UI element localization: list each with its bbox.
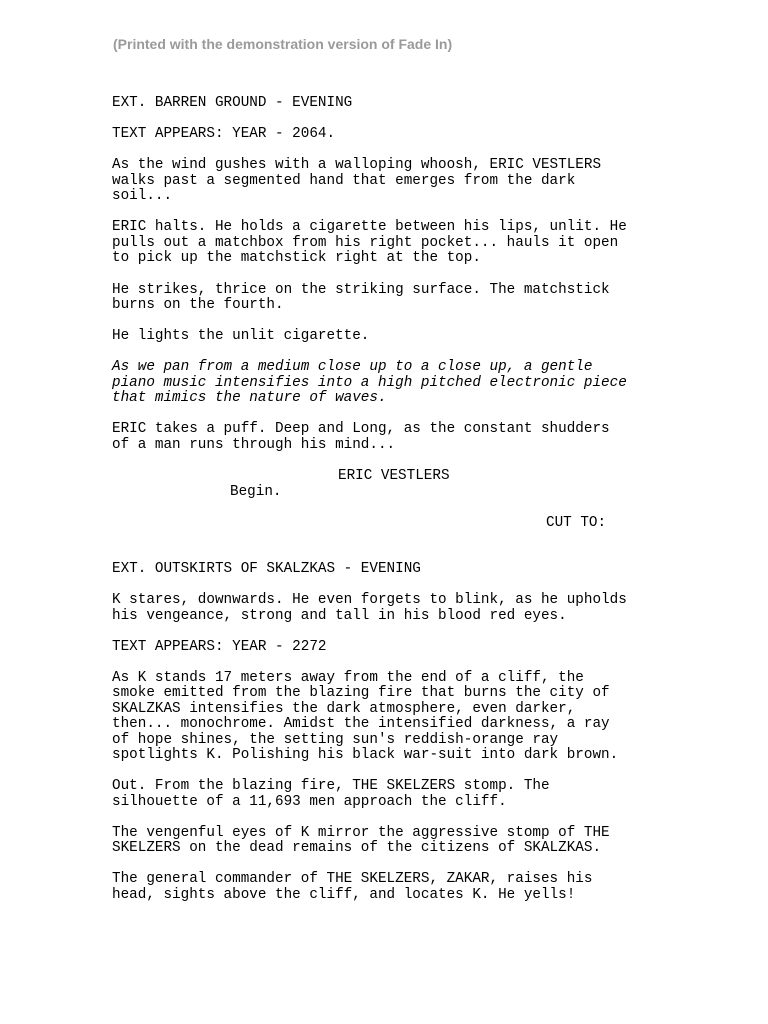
action-line: pulls out a matchbox from his right pocket... hauls it open xyxy=(112,235,619,251)
action-line: head, sights above the cliff, and locates K. He yells! xyxy=(112,887,576,903)
action-line: then... monochrome. Amidst the intensified darkness, a ray xyxy=(112,716,610,732)
title-card-text: TEXT APPEARS: YEAR - 2064. xyxy=(112,126,336,142)
character-name: ERIC VESTLERS xyxy=(338,468,450,484)
action-line: SKELZERS on the dead remains of the citizens of SKALZKAS. xyxy=(112,840,602,856)
action-line: silhouette of a 11,693 men approach the cliff. xyxy=(112,794,507,810)
action-line: SKALZKAS intensifies the dark atmosphere, even darker, xyxy=(112,701,576,717)
action-line: The general commander of THE SKELZERS, ZAKAR, raises his xyxy=(112,871,593,887)
action-line: K stares, downwards. He even forgets to blink, as he upholds xyxy=(112,592,627,608)
action-line: walks past a segmented hand that emerges from the dark xyxy=(112,173,576,189)
action-line: of a man runs through his mind... xyxy=(112,437,396,453)
scene-heading: EXT. BARREN GROUND - EVENING xyxy=(112,95,353,111)
action-line: smoke emitted from the blazing fire that burns the city of xyxy=(112,685,610,701)
action-line: ERIC halts. He holds a cigarette between his lips, unlit. He xyxy=(112,219,627,235)
scene-heading: EXT. OUTSKIRTS OF SKALZKAS - EVENING xyxy=(112,561,421,577)
action-line: soil... xyxy=(112,188,173,204)
dialogue-line: Begin. xyxy=(230,484,282,500)
transition: CUT TO: xyxy=(546,515,607,531)
action-line: burns on the fourth. xyxy=(112,297,284,313)
action-line: As the wind gushes with a walloping whoosh, ERIC VESTLERS xyxy=(112,157,602,173)
action-line: The vengenful eyes of K mirror the aggressive stomp of THE xyxy=(112,825,610,841)
action-line: Out. From the blazing fire, THE SKELZERS stomp. The xyxy=(112,778,550,794)
action-line: to pick up the matchstick right at the top. xyxy=(112,250,481,266)
action-line: He lights the unlit cigarette. xyxy=(112,328,370,344)
action-line: of hope shines, the setting sun's reddish-orange ray xyxy=(112,732,559,748)
action-line: He strikes, thrice on the striking surface. The matchstick xyxy=(112,282,610,298)
action-line: his vengeance, strong and tall in his blood red eyes. xyxy=(112,608,567,624)
title-card-text: TEXT APPEARS: YEAR - 2272 xyxy=(112,639,327,655)
action-line: spotlights K. Polishing his black war-suit into dark brown. xyxy=(112,747,619,763)
italic-action-line: piano music intensifies into a high pitched electronic piece xyxy=(112,375,627,391)
italic-action-line: that mimics the nature of waves. xyxy=(112,390,387,406)
action-line: ERIC takes a puff. Deep and Long, as the constant shudders xyxy=(112,421,610,437)
action-line: As K stands 17 meters away from the end of a cliff, the xyxy=(112,670,584,686)
italic-action-line: As we pan from a medium close up to a close up, a gentle xyxy=(112,359,593,375)
demo-watermark: (Printed with the demonstration version of Fade In) xyxy=(113,36,453,52)
